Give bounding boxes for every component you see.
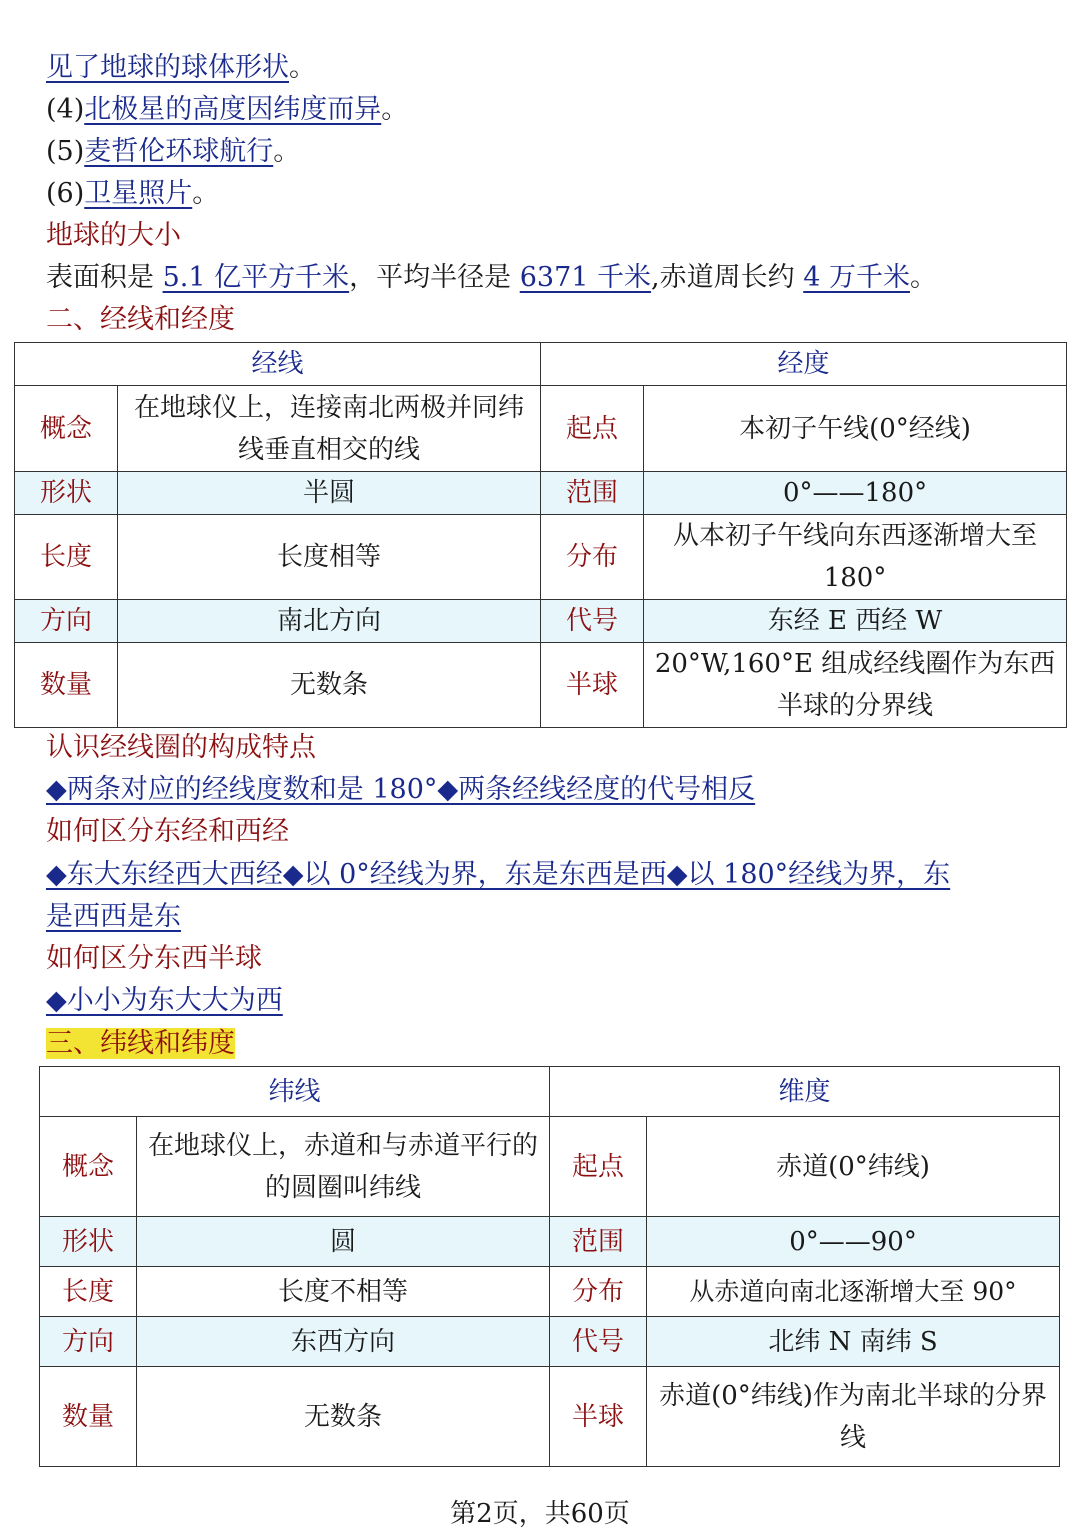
table-row: 长度 长度不相等 分布 从赤道向南北逐渐增大至 90° xyxy=(40,1267,1060,1317)
earth-size-line: 表面积是 5.1 亿平方千米，平均半径是 6371 千米,赤道周长约 4 万千米。 xyxy=(46,262,937,293)
east-west-longitude-bullets-cont: 是西西是东 xyxy=(46,901,181,932)
table-row: 长度 长度相等 分布 从本初子午线向东西逐渐增大至 180° xyxy=(15,515,1067,600)
section-2-heading: 二、经线和经度 xyxy=(46,304,235,335)
table-row: 方向 东西方向 代号 北纬 N 南纬 S xyxy=(40,1317,1060,1367)
hemisphere-heading: 如何区分东西半球 xyxy=(46,943,262,974)
latitude-table xyxy=(39,1066,1060,1467)
latitude-header: 维度 xyxy=(550,1067,1060,1117)
east-west-longitude-heading: 如何区分东经和西经 xyxy=(46,816,289,847)
hemisphere-bullet: ◆小小为东大大为西 xyxy=(46,985,283,1016)
east-west-longitude-bullets: ◆东大东经西大西经◆以 0°经线为界，东是东西是西◆以 180°经线为界，东 xyxy=(46,859,951,890)
table-row: 数量 无数条 半球 20°W,160°E 组成经线圈作为东西半球的分界线 xyxy=(15,643,1067,728)
table-row: 数量 无数条 半球 赤道(0°纬线)作为南北半球的分界线 xyxy=(40,1367,1060,1467)
meridian-circle-bullets: ◆两条对应的经线度数和是 180°◆两条经线经度的代号相反 xyxy=(46,774,756,805)
table-row: 概念 在地球仪上，连接南北两极并同纬线垂直相交的线 起点 本初子午线(0°经线) xyxy=(15,386,1067,472)
evidence-item-5: (5)麦哲伦环球航行。 xyxy=(46,136,301,167)
radius-value: 6371 千米 xyxy=(519,262,652,293)
meridian-header: 经线 xyxy=(15,343,541,386)
intro-line-1-text: 见了地球的球体形状 xyxy=(46,52,289,83)
table-row: 方向 南北方向 代号 东经 E 西经 W xyxy=(15,600,1067,643)
page-footer: 第2页，共60页 xyxy=(450,1499,630,1529)
section-3-heading-line xyxy=(46,1023,235,1065)
evidence-item-6: (6)卫星照片。 xyxy=(46,178,220,209)
longitude-table xyxy=(14,342,1067,728)
intro-line-1: 见了地球的球体形状。 xyxy=(46,52,316,83)
earth-size-heading: 地球的大小 xyxy=(46,220,181,251)
table-row: 形状 圆 范围 0°——90° xyxy=(40,1217,1060,1267)
circumference-value: 4 万千米 xyxy=(803,262,910,293)
evidence-item-4: (4)北极星的高度因纬度而异。 xyxy=(46,94,409,125)
parallel-header: 纬线 xyxy=(40,1067,550,1117)
longitude-header: 经度 xyxy=(541,343,1067,386)
meridian-circle-heading: 认识经线圈的构成特点 xyxy=(46,732,316,763)
table-row: 形状 半圆 范围 0°——180° xyxy=(15,472,1067,515)
surface-area-value: 5.1 亿平方千米 xyxy=(162,262,350,293)
section-3-heading: 三、纬线和纬度 xyxy=(46,1028,235,1059)
table-row: 概念 在地球仪上，赤道和与赤道平行的的圆圈叫纬线 起点 赤道(0°纬线) xyxy=(40,1117,1060,1217)
